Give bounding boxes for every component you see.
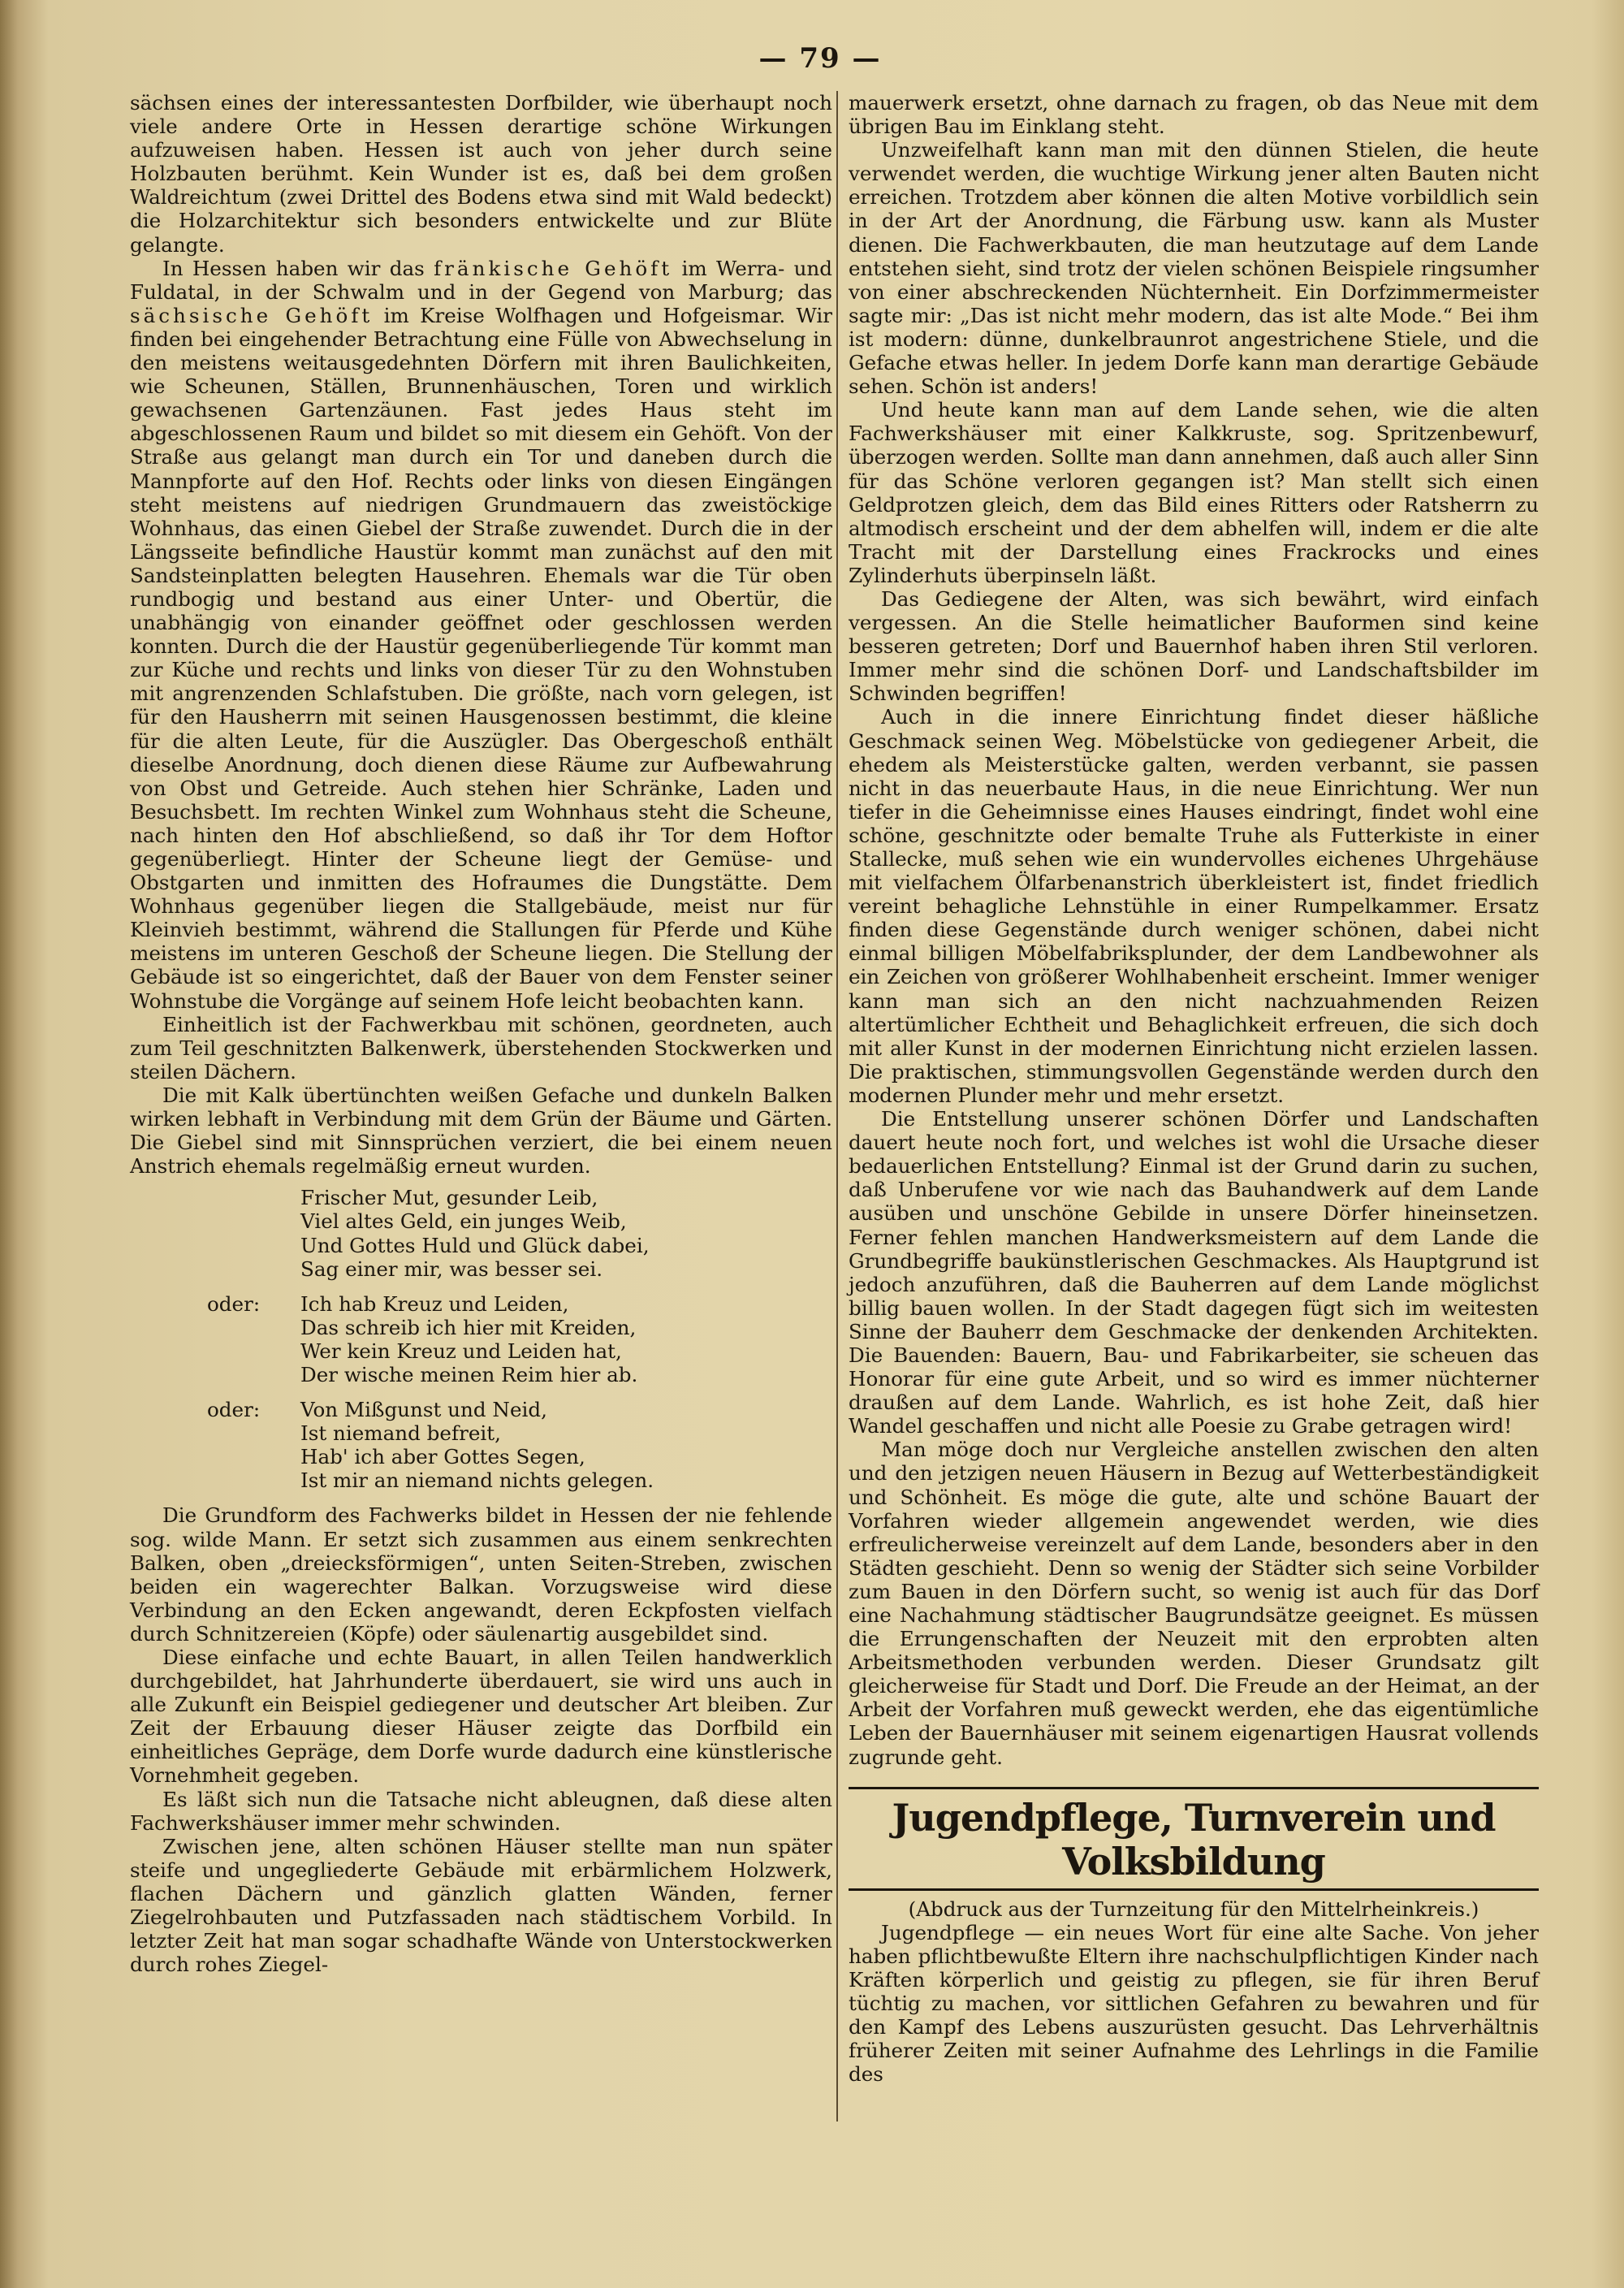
left-paragraph-5: Die Grundform des Fachwerks bildet in Hessen der nie fehlende sog. wilde Mann. Er setzt sich zusammen aus einem senkrechten Balken, oben „dreiecksförmigen“, unten Seiten-Streben, zwischen beiden ein wagerechter Balkan. Vorzugsweise wird diese Verbindung an den Ecken angewandt, deren Eckpfosten vielfach durch Schnitzereien (Köpfe) oder säulenartig ausgebildet sind. bbox=[130, 1503, 832, 1646]
left-paragraph-8: Zwischen jene, alten schönen Häuser stellte man nun später steife und ungegliederte Gebäude mit erbärmlichem Holzwerk, flachen Dächern und gänzlich glatten Wänden, ferner Ziegelrohbauten und Putzfassaden nach städtischem Vorbild. In letzter Zeit hat man sogar schadhafte Wände von Unterstockwerken durch rohes Ziegel- bbox=[130, 1834, 832, 1977]
section-heading-box bbox=[849, 1787, 1539, 1891]
verse-line: Ich hab Kreuz und Leiden, bbox=[300, 1291, 569, 1316]
right-paragraph-3: Und heute kann man auf dem Lande sehen, wie die alten Fachwerkshäuser mit einer Kalkkruste, sog. Spritzenbewurf, überzogen werden. Sollte man dann annehmen, daß auch aller Sinn für das Schöne verloren gegangen ist? Man stellt sich einen Geldprotzen gleich, dem das Bild eines Ritters oder Ratsherrn zu altmodisch erscheint und der dem abhelfen will, indem er die alte Tracht mit der Darstellung eines Frackrocks und eines Zylinderhuts überpinseln läßt. bbox=[849, 398, 1539, 587]
verse-line: Viel altes Geld, ein junges Weib, bbox=[300, 1209, 627, 1234]
column-divider bbox=[836, 91, 838, 2121]
section-heading: Jugendpflege, Turnverein und Volksbildung bbox=[892, 1795, 1496, 1884]
verse-label-empty bbox=[130, 1186, 300, 1280]
right-paragraph-4: Das Gediegene der Alten, was sich bewährt, wird einfach vergessen. An die Stelle heimatlicher Bauformen sind keine besseren getreten; Dorf und Bauernhof haben ihren Stil verloren. Immer mehr sind die schönen Dorf- und Landschaftsbilder im Schwinden begriffen! bbox=[849, 586, 1539, 706]
right-paragraph-5: Auch in die innere Einrichtung findet dieser häßliche Geschmack seinen Weg. Möbelstücke von gediegener Arbeit, die ehedem als Meisterstücke galten, werden verbannt, sie passen nicht in das neuerbaute Haus, in die neue Einrichtung. Wer nun tiefer in die Geheimnisse eines Hauses eindringt, findet wohl eine schöne, geschnitzte oder bemalte Truhe als Futterkiste in einer Stallecke, muß sehen wie ein wundervolles eichenes Uhrgehäuse mit vielfachem Ölfarbenanstrich überkleistert ist, findet friedlich vereint behagliche Lehnstühle in einer Rumpelkammer. Ersatz finden diese Gegenstände durch weniger schönen, dabei nicht einmal billigen Möbelfabriksplunder, der dem Landbewohner als ein Zeichen von größerer Wohlhabenheit erscheint. Immer weniger kann man sich an den nicht nachzuahmenden Reizen altertümlicher Echtheit und Behaglichkeit erfreuen, die sich doch mit aller Kunst in der modernen Einrichtung nicht erzielen lassen. Die praktischen, stimmungsvollen Gegenstände werden durch den modernen Plunder mehr und mehr ersetzt. bbox=[849, 705, 1539, 1107]
left-column bbox=[130, 91, 832, 1976]
left-paragraph-1: sächsen eines der interessantesten Dorfbilder, wie überhaupt noch viele andere Orte in Hessen derartige schöne Wirkungen aufzuweisen haben. Hessen ist auch von jeher durch seine Holzbauten berühmt. Kein Wunder ist es, daß bei dem großen Waldreichtum (zwei Drittel des Bodens etwa sind mit Wald bedeckt) die Holzarchitektur sich besonders entwickelte und zur Blüte gelangte. bbox=[130, 91, 832, 257]
verse-line: Wer kein Kreuz und Leiden hat, bbox=[300, 1339, 622, 1363]
verse-label: oder: bbox=[207, 1398, 261, 1422]
left-paragraph-6: Diese einfache und echte Bauart, in allen Teilen handwerklich durchgebildet, hat Jahrhunderte überdauert, sie wird uns auch in alle Zukunft ein Beispiel gediegener und deutscher Art bleiben. Zur Zeit der Erbauung dieser Häuser zeigte das Dorfbild ein einheitliches Gepräge, dem Dorfe wurde dadurch eine künstlerische Vornehmheit gegeben. bbox=[130, 1646, 832, 1788]
verse-line: Sag einer mir, was besser sei. bbox=[300, 1256, 603, 1281]
left-paragraph-2 bbox=[130, 257, 832, 1013]
section-subheading: (Abdruck aus der Turnzeitung für den Mittelrheinkreis.) bbox=[908, 1897, 1479, 1921]
left-paragraph-7: Es läßt sich nun die Tatsache nicht ableugnen, daß diese alten Fachwerkshäuser immer mehr schwinden. bbox=[130, 1787, 832, 1835]
verse-block-2 bbox=[130, 1292, 832, 1386]
verse-line: Der wische meinen Reim hier ab. bbox=[300, 1362, 638, 1386]
verse-line: Frischer Mut, gesunder Leib, bbox=[300, 1186, 598, 1210]
verse-line: Ist niemand befreit, bbox=[300, 1421, 501, 1446]
right-paragraph-7: Man möge doch nur Vergleiche anstellen zwischen den alten und den jetzigen neuen Häusern in Bezug auf Wetterbeständigkeit und Schönheit. Es möge die gute, alte und schöne Bauart der Vorfahren wieder allgemein angewendet werden, wie dies erfreulicherweise vereinzelt auf dem Lande, besonders aber in den Städten geschieht. Denn so wenig der Städter sich seine Vorbilder zum Bauen in den Dörfern sucht, so wenig ist auch für das Dorf eine Nachahmung städtischer Baugrundsätze geeignet. Es müssen die Errungenschaften der Neuzeit mit den erprobten alten Arbeitsmethoden verbunden werden. Dieser Grundsatz gilt gleicherweise für Stadt und Dorf. Die Freude an der Heimat, an der Arbeit der Vorfahren muß geweckt werden, ehe das eigentümliche Leben der Bauernhäuser mit seinem eigenartigen Hausrat vollends zugrunde geht. bbox=[849, 1438, 1539, 1769]
left-p2-emphasis-2: sächsische Gehöft bbox=[130, 303, 374, 327]
left-p2-emphasis-1: fränkische Gehöft bbox=[434, 256, 673, 280]
verse-line: Und Gottes Huld und Glück dabei, bbox=[300, 1233, 650, 1257]
verse-line: Ist mir an niemand nichts gelegen. bbox=[300, 1468, 654, 1493]
left-paragraph-3: Einheitlich ist der Fachwerkbau mit schönen, geordneten, auch zum Teil geschnitzten Balkenwerk, überstehenden Stockwerken und steilen Dächern. bbox=[130, 1012, 832, 1083]
left-p2-b: im Werra- und Fuldatal, in der Schwalm und in der Gegend von Marburg; das bbox=[130, 256, 832, 304]
left-p2-c: im Kreise Wolfhagen und Hofgeismar. Wir finden bei eingehender Betrachtung eine Fülle von Abwechselung in den meistens weitausgedehnten Dörfern mit ihren Baulichkeiten, wie Scheunen, Ställen, Brunnenhäuschen, Toren und wirklich gewachsenen Gartenzäunen. Fast jedes Haus steht im abgeschlossenen Raum und bildet so mit diesem ein Gehöft. Von der Straße aus gelangt man durch ein Tor und daneben durch die Mannpforte auf den Hof. Rechts oder links von diesen Eingängen steht meistens auf niedrigen Grundmauern das zweistöckige Wohnhaus, das einen Giebel der Straße zuwendet. Durch die in der Längsseite befindliche Haustür kommt man zunächst auf den mit Sandsteinplatten belegten Hausehren. Ehemals war die Tür oben rundbogig und bestand aus einer Unter- und Obertür, die unabhängig von einander geöffnet oder geschlossen werden konnten. Durch die der Haustür gegenüberliegende Tür kommt man zur Küche und rechts und links von dieser Tür zu den Wohnstuben mit angrenzenden Schlafstuben. Die größte, nach vorn gelegen, ist für den Hausherrn mit seinen Hausgenossen bestimmt, die kleine für die alten Leute, für die Auszügler. Das Obergeschoß enthält dieselbe Anordnung, doch dienen diese Räume zur Aufbewahrung von Obst und Getreide. Auch stehen hier Schränke, Laden und Besuchsbett. Im rechten Winkel zum Wohnhaus steht die Scheune, nach hinten den Hof abschließend, so daß ihr Tor dem Hoftor gegenüberliegt. Hinter der Scheune liegt der Gemüse- und Obstgarten und inmitten des Hofraumes die Dungstätte. Dem Wohnhaus gegenüber liegen die Stallgebäude, meist nur für Kleinvieh bestimmt, während die Stallungen für Pferde und Kühe meistens im unteren Geschoß der Scheune liegen. Die Stellung der Gebäude ist so eingerichtet, daß der Bauer von dem Fenster seiner Wohnstube die Vorgänge auf seinem Hofe leicht beobachten kann. bbox=[130, 303, 833, 1013]
verse-line: Das schreib ich hier mit Kreiden, bbox=[300, 1315, 637, 1339]
left-p2-a: In Hessen haben wir das bbox=[162, 256, 434, 280]
right-paragraph-2: Unzweifelhaft kann man mit den dünnen Stielen, die heute verwendet werden, die wuchtige Wirkung jener alten Bauten nicht erreichen. Trotzdem aber können die alten Motive vorbildlich sein in der Art der Anordnung, die Färbung usw. kann als Muster dienen. Die Fachwerkbauten, die man heutzutage auf dem Lande entstehen sieht, sind trotz der vielen schönen Beispiele ringsumher von einer abschreckenden Nüchternheit. Ein Dorfzimmermeister sagte mir: „Das ist nicht mehr modern, das ist alte Mode.“ Bei ihm ist modern: dünne, dunkelbraunrot angestrichene Stiele, und die Gefache etwas heller. In jedem Dorfe kann man derartige Gebäude sehen. Schön ist anders! bbox=[849, 138, 1539, 399]
verse-label: oder: bbox=[207, 1291, 261, 1316]
left-paragraph-4: Die mit Kalk übertünchten weißen Gefache und dunkeln Balken wirken lebhaft in Verbindung mit dem Grün der Bäume und Gärten. Die Giebel sind mit Sinnsprüchen verziert, die bei einem neuen Anstrich ehemals regelmäßig erneut wurden. bbox=[130, 1083, 832, 1179]
verse-line: Hab' ich aber Gottes Segen, bbox=[300, 1445, 585, 1469]
page-number: — 79 — bbox=[758, 42, 882, 75]
right-paragraph-6: Die Entstellung unserer schönen Dörfer und Landschaften dauert heute noch fort, und welches ist wohl die Ursache dieser bedauerlichen Entstellung? Einmal ist der Grund darin zu suchen, daß Unberufene vor wie nach das Bauhandwerk auf dem Lande ausüben und unschöne Gebilde in unsere Dörfer hineinsetzen. Ferner fehlen manchen Handwerksmeistern auf dem Lande die Grundbegriffe baukünstlerischen Geschmackes. Als Hauptgrund ist jedoch anzuführen, daß die Bauherren auf dem Lande möglichst billig bauen wollen. In der Stadt dagegen fügt sich im weitesten Sinne der Bauherr dem Geschmacke der denkenden Architekten. Die Bauenden: Bauern, Bau- und Fabrikarbeiter, sie scheuen das Honorar für eine gute Arbeit, und so wird es immer nüchterner draußen auf dem Lande. Wahrlich, es ist hohe Zeit, daß hier Wandel geschaffen und nicht alle Poesie zu Grabe getragen wird! bbox=[849, 1107, 1539, 1438]
right-paragraph-8: Jugendpflege — ein neues Wort für eine alte Sache. Von jeher haben pflichtbewußte Eltern ihre nachschulpflichtigen Kinder nach Kräften körperlich und geistig zu pflegen, sie für ihren Beruf tüchtig zu machen, vor sittlichen Gefahren zu bewahren und für den Kampf des Lebens auszurüsten gesucht. Das Lehrverhältnis früherer Zeiten mit seiner Aufnahme des Lehrlings in die Familie des bbox=[849, 1920, 1539, 2087]
right-column bbox=[849, 91, 1539, 2086]
right-paragraph-1: mauerwerk ersetzt, ohne darnach zu fragen, ob das Neue mit dem übrigen Bau im Einklang steht. bbox=[849, 91, 1539, 139]
verse-block-3 bbox=[130, 1398, 832, 1492]
verse-block-1 bbox=[130, 1186, 832, 1280]
verse-line: Von Mißgunst und Neid, bbox=[300, 1398, 547, 1422]
